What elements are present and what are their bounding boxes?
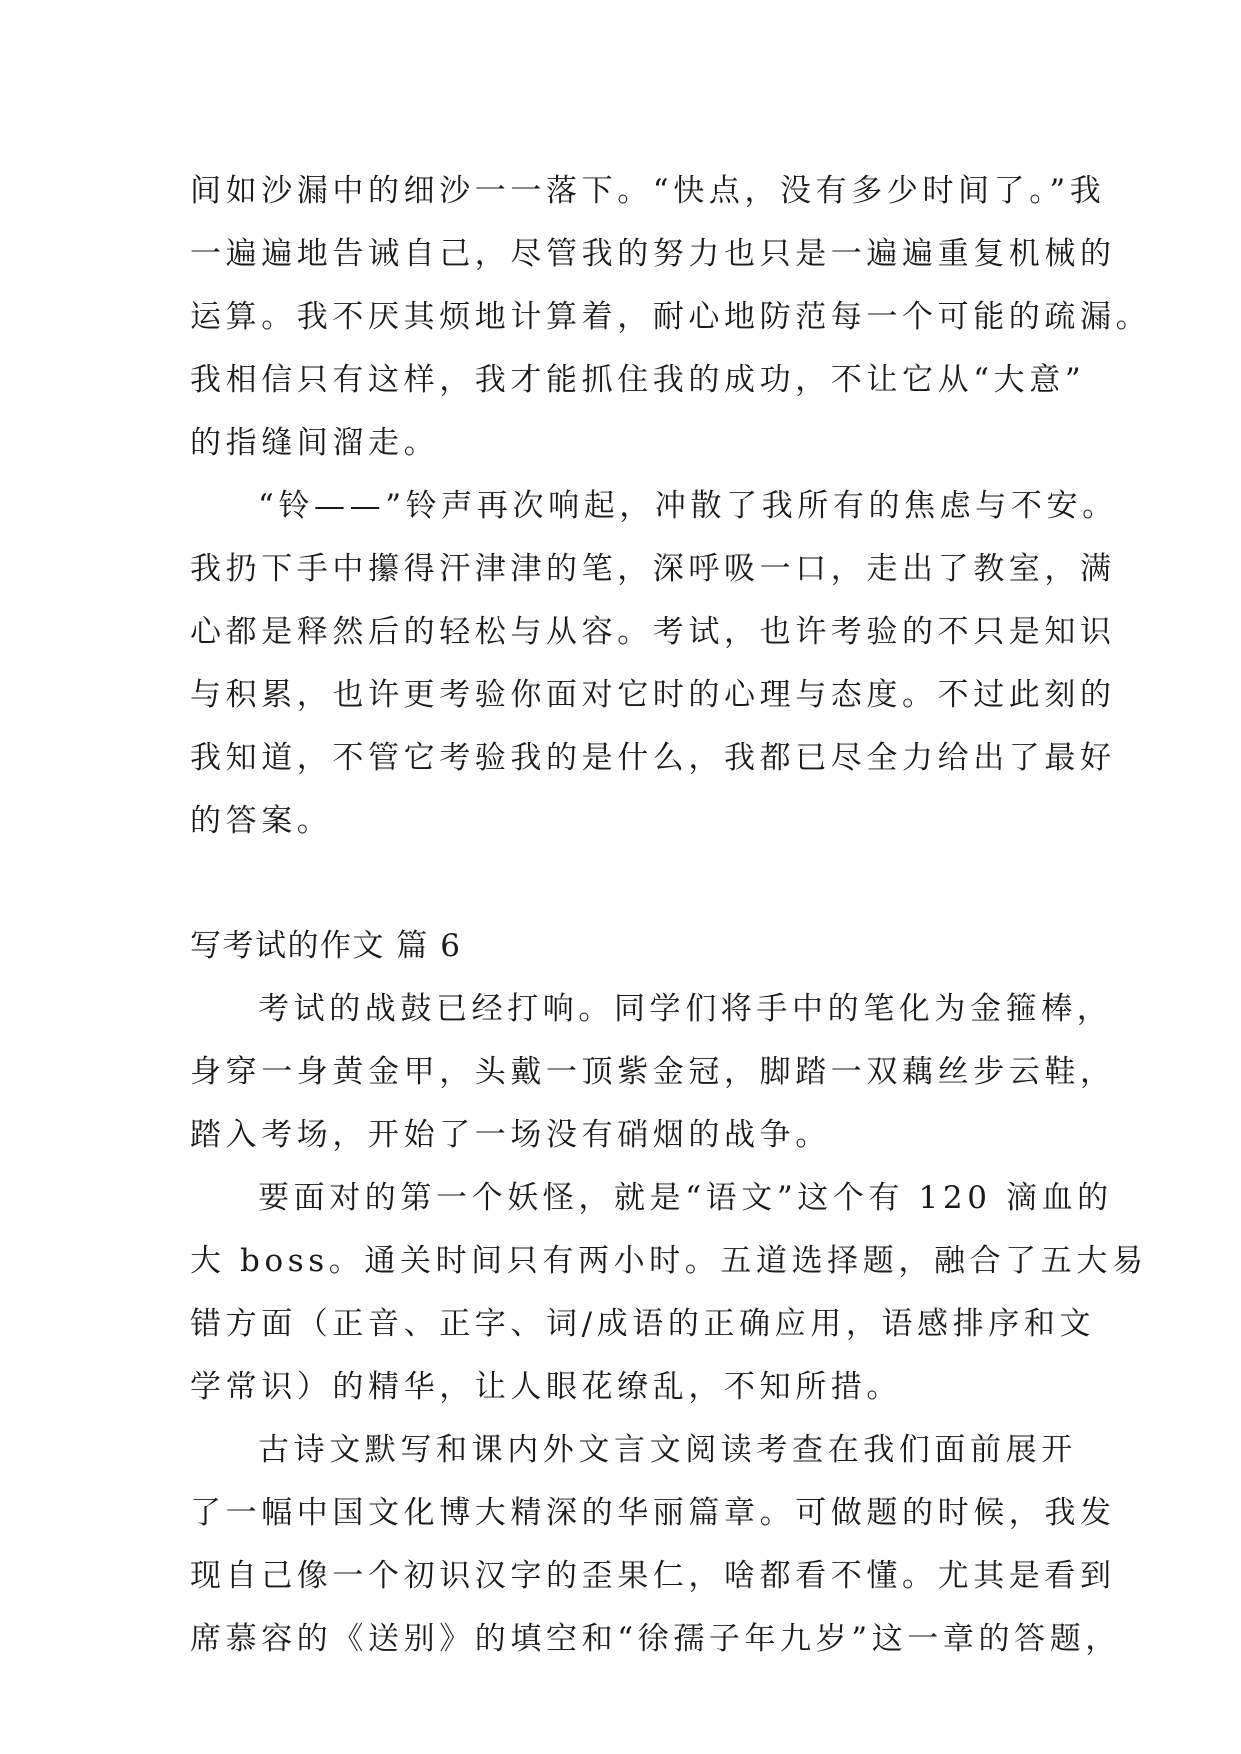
section-heading: 写考试的作文 篇 6 — [190, 928, 462, 964]
paragraph — [190, 160, 1152, 475]
text-line: 身穿一身黄金甲，头戴一顶紫金冠，脚踏一双藕丝步云鞋， — [190, 1054, 1116, 1090]
text-line: 了一幅中国文化博大精深的华丽篇章。可做题的时候，我发 — [190, 1495, 1116, 1531]
text-line: 的指缝间溜走。 — [190, 425, 440, 461]
text-line: 大 boss。通关时间只有两小时。五道选择题，融合了五大易 — [190, 1243, 1148, 1279]
paragraph — [190, 475, 1118, 853]
paragraph — [190, 1167, 1148, 1419]
text-line: 踏入考场，开始了一场没有硝烟的战争。 — [190, 1117, 831, 1153]
text-line: 古诗文默写和课内外文言文阅读考查在我们面前展开 — [258, 1432, 1077, 1468]
text-line: 我知道，不管它考验我的是什么，我都已尽全力给出了最好 — [190, 740, 1116, 776]
text-line: 与积累，也许更考验你面对它时的心理与态度。不过此刻的 — [190, 677, 1116, 713]
text-line: 的答案。 — [190, 803, 333, 839]
text-line: 我相信只有这样，我才能抓住我的成功，不让它从“大意” — [190, 362, 1086, 398]
text-line: 席慕容的《送别》的填空和“徐孺子年九岁”这一章的答题， — [190, 1621, 1121, 1657]
text-line: 心都是释然后的轻松与从容。考试，也许考验的不只是知识 — [190, 614, 1116, 650]
text-line: 要面对的第一个妖怪，就是“语文”这个有 120 滴血的 — [258, 1180, 1113, 1216]
text-line: 间如沙漏中的细沙一一落下。“快点，没有多少时间了。”我 — [190, 173, 1106, 209]
text-line: “铃——”铃声再次响起，冲散了我所有的焦虑与不安。 — [258, 488, 1118, 524]
paragraph — [190, 978, 1116, 1167]
text-line: 错方面（正音、正字、词/成语的正确应用，语感排序和文 — [190, 1306, 1096, 1342]
text-line: 考试的战鼓已经打响。同学们将手中的笔化为金箍棒， — [258, 991, 1113, 1027]
text-line: 现自己像一个初识汉字的歪果仁，啥都看不懂。尤其是看到 — [190, 1558, 1116, 1594]
text-line: 我扔下手中攥得汗津津的笔，深呼吸一口，走出了教室，满 — [190, 551, 1116, 587]
text-line: 学常识）的精华，让人眼花缭乱，不知所措。 — [190, 1369, 902, 1405]
text-line: 一遍遍地告诫自己，尽管我的努力也只是一遍遍重复机械的 — [190, 236, 1116, 272]
text-line: 运算。我不厌其烦地计算着，耐心地防范每一个可能的疏漏。 — [190, 299, 1152, 335]
document-body — [190, 160, 1152, 1671]
paragraph — [190, 1419, 1121, 1671]
